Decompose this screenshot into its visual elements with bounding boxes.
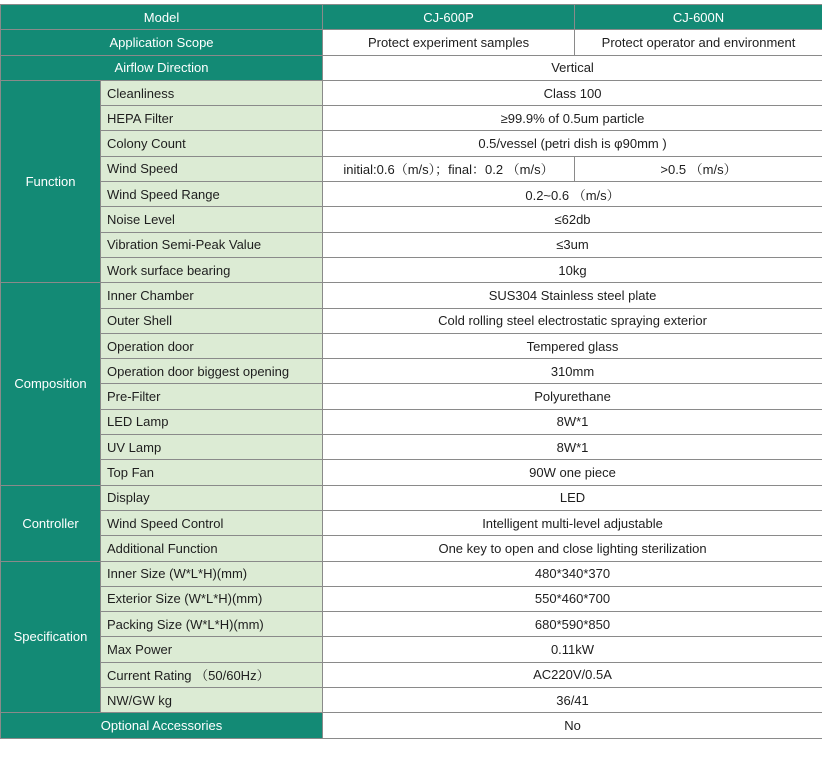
row-label: Wind Speed Range [101, 182, 323, 207]
group-specification: Specification [1, 561, 101, 713]
row-label: HEPA Filter [101, 106, 323, 131]
row-value: 310mm [323, 359, 822, 384]
row-value: 10kg [323, 257, 822, 282]
model-a-header: CJ-600P [323, 5, 575, 30]
row-label: Outer Shell [101, 308, 323, 333]
row-label: Inner Chamber [101, 283, 323, 308]
row-value: SUS304 Stainless steel plate [323, 283, 822, 308]
row-label: Max Power [101, 637, 323, 662]
row-label: Cleanliness [101, 80, 323, 105]
table-row [1, 460, 822, 485]
row-value: 8W*1 [323, 409, 822, 434]
row-value: 0.2~0.6 （m/s） [323, 182, 822, 207]
row-value: Polyurethane [323, 384, 822, 409]
row-value: 480*340*370 [323, 561, 822, 586]
row-label: Display [101, 485, 323, 510]
application-scope-value-b: Protect operator and environment [575, 30, 822, 55]
optional-accessories-row [1, 713, 822, 738]
application-scope-label: Application Scope [1, 30, 323, 55]
row-label: Wind Speed Control [101, 510, 323, 535]
airflow-label: Airflow Direction [1, 55, 323, 80]
row-value: 0.11kW [323, 637, 822, 662]
table-row [1, 384, 822, 409]
row-label: Colony Count [101, 131, 323, 156]
table-row [1, 637, 822, 662]
row-value: 36/41 [323, 688, 822, 713]
row-label: Inner Size (W*L*H)(mm) [101, 561, 323, 586]
table-row [1, 283, 822, 308]
spec-table [0, 4, 822, 739]
table-row [1, 409, 822, 434]
row-value-b: >0.5 （m/s） [575, 156, 822, 181]
row-value: Intelligent multi-level adjustable [323, 510, 822, 535]
table-row [1, 688, 822, 713]
row-value: One key to open and close lighting sterilization [323, 536, 822, 561]
row-value: ≤62db [323, 207, 822, 232]
table-row [1, 80, 822, 105]
row-label: Current Rating （50/60Hz） [101, 662, 323, 687]
row-value: LED [323, 485, 822, 510]
row-label: NW/GW kg [101, 688, 323, 713]
row-label: Work surface bearing [101, 257, 323, 282]
airflow-value: Vertical [323, 55, 822, 80]
row-value-a: initial:0.6（m/s）；final：0.2 （m/s） [323, 156, 575, 181]
row-label: Pre-Filter [101, 384, 323, 409]
row-label: Wind Speed [101, 156, 323, 181]
row-value: ≥99.9% of 0.5um particle [323, 106, 822, 131]
table-row [1, 232, 822, 257]
row-value: 680*590*850 [323, 612, 822, 637]
table-row [1, 207, 822, 232]
group-controller: Controller [1, 485, 101, 561]
table-row [1, 485, 822, 510]
row-value: Class 100 [323, 80, 822, 105]
header-row [1, 5, 822, 30]
airflow-row [1, 55, 822, 80]
table-row [1, 333, 822, 358]
optional-accessories-value: No [323, 713, 822, 738]
table-row [1, 612, 822, 637]
table-row [1, 182, 822, 207]
row-value: 550*460*700 [323, 586, 822, 611]
row-value: 0.5/vessel (petri dish is φ90mm ) [323, 131, 822, 156]
application-scope-row [1, 30, 822, 55]
row-label: Operation door [101, 333, 323, 358]
table-row [1, 359, 822, 384]
table-row [1, 510, 822, 535]
model-b-header: CJ-600N [575, 5, 822, 30]
row-label: Noise Level [101, 207, 323, 232]
optional-accessories-label: Optional Accessories [1, 713, 323, 738]
table-row [1, 131, 822, 156]
row-value: ≤3um [323, 232, 822, 257]
table-row [1, 308, 822, 333]
row-label: Packing Size (W*L*H)(mm) [101, 612, 323, 637]
table-row [1, 561, 822, 586]
row-label: Vibration Semi-Peak Value [101, 232, 323, 257]
table-row [1, 257, 822, 282]
table-row [1, 662, 822, 687]
row-label: Exterior Size (W*L*H)(mm) [101, 586, 323, 611]
row-label: Additional Function [101, 536, 323, 561]
group-composition: Composition [1, 283, 101, 485]
table-row [1, 156, 822, 181]
table-row [1, 536, 822, 561]
table-row [1, 435, 822, 460]
row-value: 8W*1 [323, 435, 822, 460]
row-label: Operation door biggest opening [101, 359, 323, 384]
table-row [1, 106, 822, 131]
model-header: Model [1, 5, 323, 30]
row-value: 90W one piece [323, 460, 822, 485]
application-scope-value-a: Protect experiment samples [323, 30, 575, 55]
row-value: Cold rolling steel electrostatic spraying exterior [323, 308, 822, 333]
group-function: Function [1, 80, 101, 282]
row-value: Tempered glass [323, 333, 822, 358]
table-row [1, 586, 822, 611]
row-label: Top Fan [101, 460, 323, 485]
row-label: LED Lamp [101, 409, 323, 434]
row-value: AC220V/0.5A [323, 662, 822, 687]
row-label: UV Lamp [101, 435, 323, 460]
